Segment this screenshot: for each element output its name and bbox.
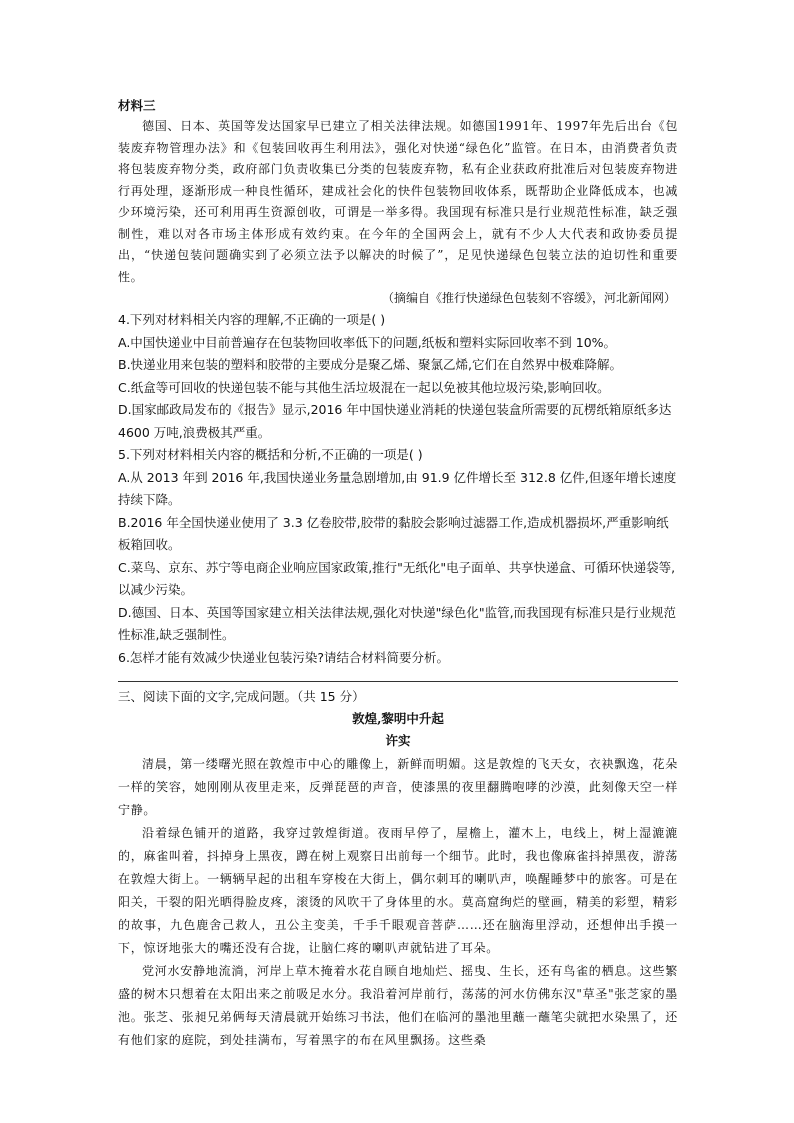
question-5-option-b: B.2016 年全国快递业使用了 3.3 亿卷胶带,胶带的黏胶会影响过滤器工作,造成机器损坏,严重影响纸板箱回收。 (118, 514, 669, 552)
question-4-stem: 4.下列对材料相关内容的理解,不正确的一项是( ) (118, 312, 386, 327)
question-5-option-a: A.从 2013 年到 2016 年,我国快递业务量急剧增加,由 91.9 亿件增长至 312.8 亿件,但逐年增长速度持续下降。 (118, 469, 677, 507)
question-4-option-c: C.纸盒等可回收的快递包装不能与其他生活垃圾混在一起以免被其他垃圾污染,影响回收。 (118, 379, 610, 395)
article-title: 敦煌,黎明中升起 (352, 711, 444, 726)
material-source: （摘编自《推行快递绿色包装刻不容缓》，河北新闻网） (381, 291, 676, 305)
question-4-option-d: D.国家邮政局发布的《报告》显示,2016 年中国快递业消耗的快递包装盒所需要的瓦楞纸箱原纸多达 4600 万吨,浪费极其严重。 (118, 402, 672, 440)
question-4-option-b: B.快递业用来包装的塑料和胶带的主要成分是聚乙烯、聚氯乙烯,它们在自然界中极难降解。 (118, 357, 623, 372)
article-paragraph-3: 党河水安静地流淌，河岸上草木掩着水花自顾自地灿烂、摇曳、生长，还有鸟雀的栖息。这些繁盛的树木只想着在太阳出来之前吸足水分。我沿着河岸前行，荡荡的河水仿佛东汉"草圣"张芝家的墨池。张芝、张昶兄弟俩每天清晨就开始练习书法，他们在临河的墨池里蘸一蘸笔尖就把水染黑了，还有他们家的庭院，到处挂满布，写着黑字的布在风里飘扬。这些桑 (118, 964, 678, 1047)
article-paragraph-2: 沿着绿色铺开的道路，我穿过敦煌街道。夜雨早停了，屋檐上，灌木上，电线上，树上湿漉漉的，麻雀叫着，抖掉身上黑夜，蹲在树上观察日出前每一个细节。此时，我也像麻雀抖掉黑夜，游荡在敦煌大街上。一辆辆早起的出租车穿梭在大街上，偶尔刺耳的喇叭声，唤醒睡梦中的旅客。可是在阳关，干裂的阳光晒得脸皮疼，滚烫的风吹干了身体里的水。莫高窟绚烂的壁画，精美的彩塑，精彩的故事，九色鹿舍己救人，丑公主变美，千手千眼观音菩萨……还在脑海里浮动，还想伸出手摸一下，惊讶地张大的嘴还没有合拢，让脑仁疼的喇叭声就钻进了耳朵。 (118, 826, 678, 955)
article-author: 许实 (385, 733, 411, 748)
material-paragraph: 德国、日本、英国等发达国家早已建立了相关法律法规。如德国1991年、1997年先后出台《包装废弃物管理办法》和《包装回收再生利用法》，强化对快递“绿色化”监管。在日本，由消费者负责将包装废弃物分类，政府部门负责收集已分类的包装废弃物，私有企业获政府批准后对包装废弃物进行再处理，逐渐形成一种良性循环，建成社会化的快件包装物回收体系，既帮助企业降低成本，也减少环境污染，还可利用再生资源创收，可谓是一举多得。我国现有标准只是行业规范性标准，缺乏强制性，难以对各市场主体形成有效约束。在今年的全国两会上，就有不少人大代表和政协委员提出，“快递包装问题确实到了必须立法予以解决的时候了”，足见快递绿色包装立法的迫切性和重要性。 (118, 119, 678, 284)
article-paragraph-1: 清晨，第一缕曙光照在敦煌市中心的雕像上，新鲜而明媚。这是敦煌的飞天女，衣袂飘逸，花朵一样的笑容，她刚刚从夜里走来，反弹琵琶的声音，使漆黑的夜里翻腾咆哮的沙漠，此刻像天空一样宁静。 (118, 757, 678, 817)
question-5-option-c: C.菜鸟、京东、苏宁等电商企业响应国家政策,推行"无纸化"电子面单、共享快递盒、可循环快递袋等,以减少污染。 (118, 559, 676, 597)
page (118, 96, 678, 1052)
section-heading: 三、阅读下面的文字,完成问题。（共 15 分） (118, 689, 365, 704)
question-6-stem: 6.怎样才能有效减少快递业包装污染?请结合材料简要分析。 (118, 649, 450, 665)
question-5-option-d: D.德国、日本、英国等国家建立相关法律法规,强化对快递"绿色化"监管,而我国现有标准只是行业规范性标准,缺乏强制性。 (118, 604, 677, 642)
question-5-stem: 5.下列对材料相关内容的概括和分析,不正确的一项是( ) (118, 447, 423, 462)
question-4-option-a: A.中国快递业中目前普遍存在包装物回收率低下的问题,纸板和塑料实际回收率不到 10%。 (118, 334, 617, 350)
material-title: 材料三 (118, 98, 156, 113)
section-divider (118, 681, 678, 682)
questions-block (118, 309, 678, 669)
